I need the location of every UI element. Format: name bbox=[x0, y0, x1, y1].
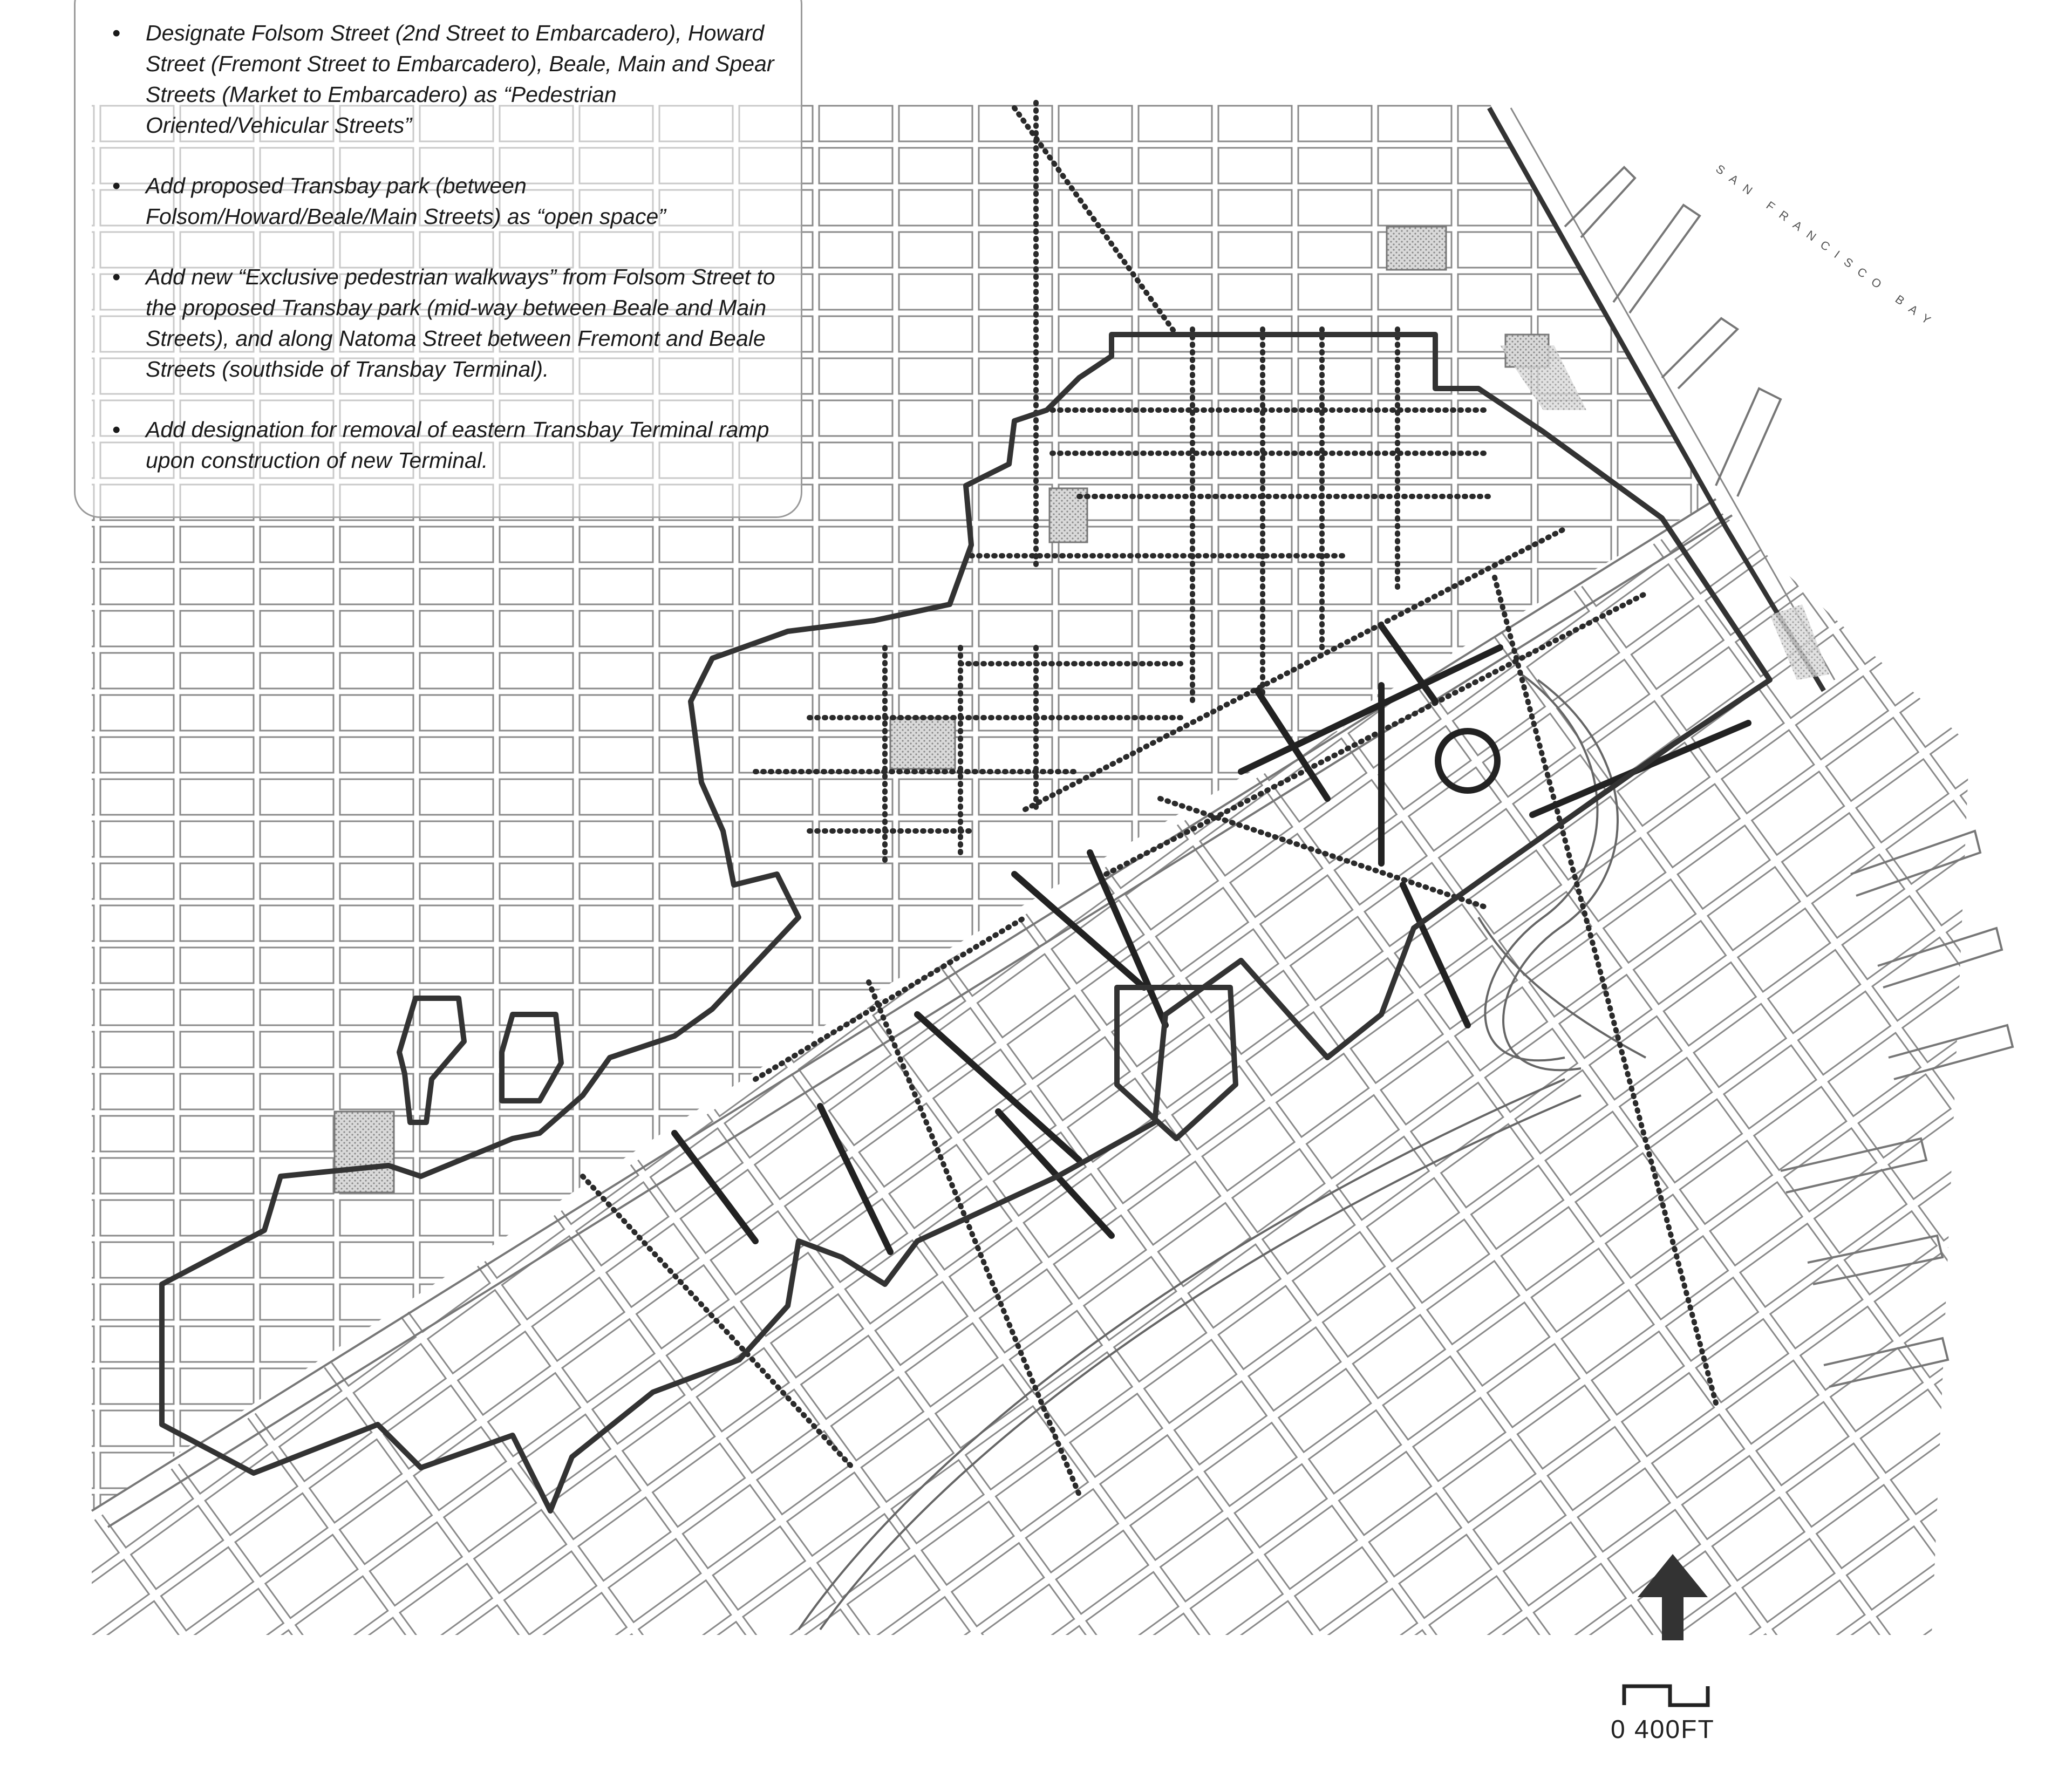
note-pedestrian-walkways: • Add new “Exclusive pedestrian walkways” from Folsom Street to the proposed Transbay park (mid-way between Beale and Main Streets), and along Natoma Street between Fremont and Beale Streets (southside of Transbay Terminal). bbox=[146, 262, 779, 385]
notes-list bbox=[76, 0, 801, 476]
scale-bar bbox=[1624, 1686, 1708, 1705]
scale-label: 0 400FT bbox=[1611, 1715, 1715, 1744]
bay-label: SAN FRANCISCO BAY bbox=[1713, 162, 1940, 332]
note-transbay-park: • Add proposed Transbay park (between Folsom/Howard/Beale/Main Streets) as “open space” bbox=[146, 171, 779, 232]
note-ramp-removal: • Add designation for removal of eastern Transbay Terminal ramp upon construction of new Terminal. bbox=[146, 414, 779, 476]
notes-callout bbox=[74, 0, 802, 518]
note-pedestrian-streets: • Designate Folsom Street (2nd Street to Embarcadero), Howard Street (Fremont Street to Embarcadero), Beale, Main and Spear Streets (Market to Embarcadero) as “Pedestrian Oriented/Vehicular Streets” bbox=[146, 18, 779, 141]
